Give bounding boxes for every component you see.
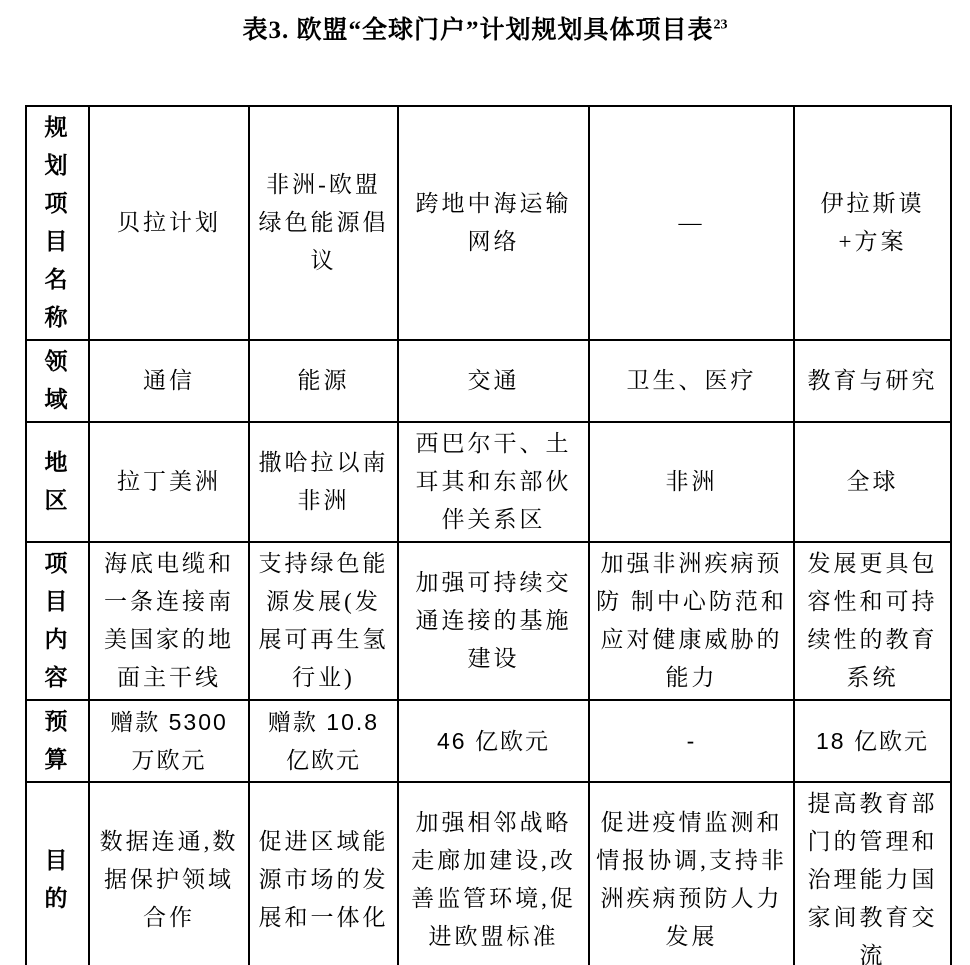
table-title-text: 表3. 欧盟“全球门户”计划规划具体项目表 — [242, 17, 714, 44]
table-cell: 全球 — [794, 422, 951, 542]
footnote-reference: 23 — [713, 17, 728, 33]
table-cell: 非洲 — [589, 422, 794, 542]
row-header-field: 领域 — [26, 340, 89, 422]
projects-table — [25, 105, 952, 965]
row-header-budget: 预算 — [26, 700, 89, 782]
table-cell: 通信 — [89, 340, 249, 422]
table-row-field — [26, 340, 951, 422]
row-header-purpose: 目的 — [26, 782, 89, 965]
table-cell: 跨地中海运输网络 — [398, 106, 589, 340]
table-cell: 18 亿欧元 — [794, 700, 951, 782]
table-row-project-name — [26, 106, 951, 340]
row-header-region: 地区 — [26, 422, 89, 542]
table-cell: 加强非洲疾病预防 制中心防范和应对健康威胁的能力 — [589, 542, 794, 700]
row-header-content: 项目内容 — [26, 542, 89, 700]
table-cell: 非洲-欧盟绿色能源倡议 — [249, 106, 398, 340]
table-cell: 卫生、医疗 — [589, 340, 794, 422]
table-cell: 伊拉斯谟+方案 — [794, 106, 951, 340]
table-row-budget — [26, 700, 951, 782]
table-cell: 拉丁美洲 — [89, 422, 249, 542]
table-cell: 海底电缆和一条连接南美国家的地面主干线 — [89, 542, 249, 700]
table-cell: 促进区域能源市场的发展和一体化 — [249, 782, 398, 965]
table-cell: 贝拉计划 — [89, 106, 249, 340]
table-cell: - — [589, 700, 794, 782]
table-cell: 46 亿欧元 — [398, 700, 589, 782]
table-title — [0, 10, 970, 46]
table-cell: 发展更具包容性和可持续性的教育系统 — [794, 542, 951, 700]
row-header-project-name: 规划项目名称 — [26, 106, 89, 340]
table-cell: 赠款 10.8 亿欧元 — [249, 700, 398, 782]
table-cell: 加强可持续交通连接的基施建设 — [398, 542, 589, 700]
table-cell: 能源 — [249, 340, 398, 422]
table-cell: — — [589, 106, 794, 340]
table-row-purpose — [26, 782, 951, 965]
table-cell: 教育与研究 — [794, 340, 951, 422]
table-row-region — [26, 422, 951, 542]
table-row-content — [26, 542, 951, 700]
table-cell: 交通 — [398, 340, 589, 422]
table-cell: 提高教育部门的管理和治理能力国家间教育交流 — [794, 782, 951, 965]
table-cell: 支持绿色能源发展(发展可再生氢行业) — [249, 542, 398, 700]
table-cell: 赠款 5300 万欧元 — [89, 700, 249, 782]
table-cell: 数据连通,数据保护领域合作 — [89, 782, 249, 965]
table-cell: 撒哈拉以南非洲 — [249, 422, 398, 542]
table-cell: 促进疫情监测和情报协调,支持非洲疾病预防人力发展 — [589, 782, 794, 965]
table-cell: 加强相邻战略走廊加建设,改善监管环境,促进欧盟标准 — [398, 782, 589, 965]
table-cell: 西巴尔干、土耳其和东部伙伴关系区 — [398, 422, 589, 542]
